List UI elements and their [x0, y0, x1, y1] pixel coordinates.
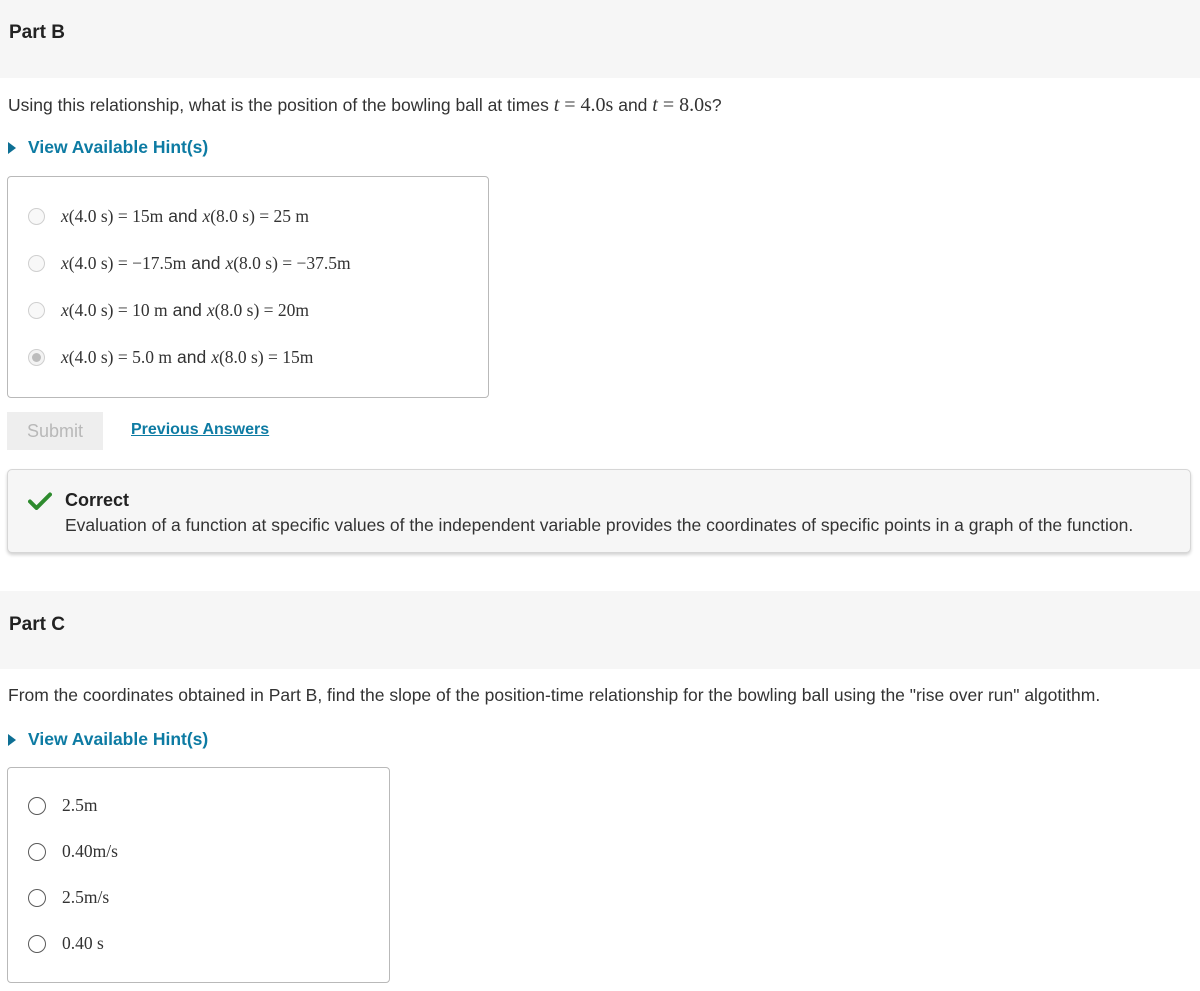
choice-b-3[interactable]: x(4.0 s) = 10 m and x(8.0 s) = 20m — [28, 300, 309, 321]
feedback-message: Evaluation of a function at specific values of the independent variable provides the coordinates of specific points in a graph of the function. — [65, 515, 1134, 535]
choice-rhs: (8.0 s) = 20m — [214, 300, 310, 320]
choice-and: and — [168, 206, 198, 226]
radio-button[interactable] — [28, 889, 46, 907]
choice-c-3[interactable] — [28, 887, 109, 908]
feedback-status: Correct — [65, 490, 130, 510]
radio-button[interactable] — [28, 302, 45, 319]
choice-and: and — [191, 253, 221, 273]
choice-text: 2.5m/s — [62, 887, 110, 907]
hint-label: View Available Hint(s) — [28, 137, 209, 157]
previous-answers-link[interactable]: Previous Answers — [131, 421, 270, 438]
choice-lhs: (4.0 s) = 15m — [68, 206, 164, 226]
choice-lhs: (4.0 s) = 10 m — [68, 300, 168, 320]
prompt-and: and — [613, 95, 653, 115]
choice-b-2[interactable]: x(4.0 s) = −17.5m and x(8.0 s) = −37.5m — [28, 253, 351, 274]
feedback-panel — [7, 469, 1191, 553]
choice-c-1[interactable] — [28, 795, 98, 816]
part-c-title: Part C — [9, 614, 65, 635]
choice-and: and — [176, 347, 207, 367]
radio-button-selected[interactable] — [28, 349, 45, 366]
radio-button[interactable] — [28, 843, 46, 861]
choice-and: and — [172, 300, 202, 320]
choice-text: 0.40m/s — [62, 841, 118, 861]
radio-button[interactable] — [28, 255, 45, 272]
choice-rhs: (8.0 s) = −37.5m — [233, 253, 351, 273]
part-c-choices — [7, 767, 390, 983]
part-b-title: Part B — [9, 22, 65, 43]
radio-button[interactable] — [28, 208, 45, 225]
radio-button[interactable] — [28, 935, 46, 953]
radio-button[interactable] — [28, 797, 46, 815]
prompt-text-end: ? — [711, 95, 722, 115]
choice-lhs: (4.0 s) = −17.5m — [68, 253, 187, 273]
choice-rhs: (8.0 s) = 25 m — [210, 206, 310, 226]
hint-label: View Available Hint(s) — [28, 729, 209, 749]
part-c-hint-toggle[interactable] — [8, 729, 208, 750]
choice-text: 2.5m — [62, 795, 98, 815]
choice-c-4[interactable] — [28, 933, 104, 954]
part-b-choices — [7, 176, 489, 398]
submit-button[interactable]: Submit — [7, 412, 103, 450]
choice-lhs: (4.0 s) = 5.0 m — [68, 347, 172, 367]
choice-b-1[interactable]: x(4.0 s) = 15m and x(8.0 s) = 25 m — [28, 206, 309, 227]
part-b-prompt — [8, 94, 722, 117]
part-b-hint-toggle[interactable] — [8, 137, 208, 158]
part-c-prompt: From the coordinates obtained in Part B, find the slope of the position-time relationship for the bowling ball using the "rise over run" algotithm. — [8, 685, 1101, 705]
part-c-header — [0, 591, 1200, 669]
caret-right-icon — [8, 734, 16, 746]
choice-b-4[interactable]: x(4.0 s) = 5.0 m and x(8.0 s) = 15m — [28, 347, 313, 368]
choice-rhs: (8.0 s) = 15m — [218, 347, 314, 367]
choice-c-2[interactable] — [28, 841, 118, 862]
choice-text: 0.40 s — [62, 933, 104, 953]
caret-right-icon — [8, 142, 16, 154]
part-b-header — [0, 0, 1200, 78]
checkmark-icon — [28, 492, 52, 510]
prompt-time-1: t = 4.0s — [553, 94, 614, 116]
prompt-time-2: t = 8.0s — [652, 94, 712, 116]
prompt-text-start: Using this relationship, what is the position of the bowling ball at times — [8, 95, 554, 115]
